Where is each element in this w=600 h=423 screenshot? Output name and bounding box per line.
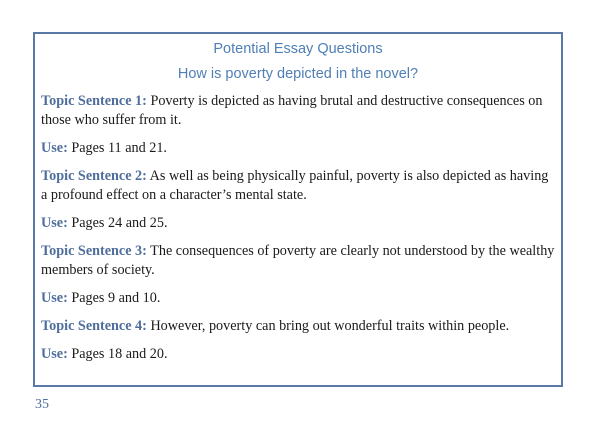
topic-sentence-text: However, poverty can bring out wonderful traits within people. bbox=[146, 318, 510, 334]
topic-sentence-text: As well as being physically painful, poverty is also depicted as having a profound effect on a character’s mental state. bbox=[41, 168, 549, 203]
topic-sentence-label: Topic Sentence 3: bbox=[41, 243, 147, 259]
topic-sentence-1 bbox=[41, 92, 557, 130]
use-pages-3 bbox=[41, 289, 557, 308]
use-pages-2 bbox=[41, 214, 557, 233]
topic-sentence-3 bbox=[41, 242, 557, 280]
topic-sentence-2 bbox=[41, 167, 557, 205]
topic-sentence-list bbox=[41, 92, 557, 364]
page-title: Potential Essay Questions bbox=[213, 41, 383, 57]
essay-questions-box bbox=[33, 32, 563, 387]
topic-sentence-text: The consequences of poverty are clearly not understood by the wealthy members of society. bbox=[41, 243, 555, 278]
essay-question: How is poverty depicted in the novel? bbox=[177, 66, 419, 82]
topic-sentence-4 bbox=[41, 317, 557, 336]
topic-sentence-label: Topic Sentence 2: bbox=[41, 168, 147, 184]
use-pages-1 bbox=[41, 139, 557, 158]
use-label: Use: bbox=[41, 215, 68, 231]
page-number: 35 bbox=[35, 397, 49, 412]
use-pages-text: Pages 24 and 25. bbox=[67, 215, 168, 231]
use-pages-text: Pages 18 and 20. bbox=[67, 346, 168, 362]
topic-sentence-text: Poverty is depicted as having brutal and destructive consequences on those who suffer from it. bbox=[41, 93, 543, 128]
topic-sentence-label: Topic Sentence 1: bbox=[41, 93, 147, 109]
use-pages-text: Pages 9 and 10. bbox=[67, 290, 161, 306]
use-pages-4 bbox=[41, 345, 557, 364]
use-label: Use: bbox=[41, 346, 68, 362]
use-pages-text: Pages 11 and 21. bbox=[67, 140, 167, 156]
topic-sentence-label: Topic Sentence 4: bbox=[41, 318, 147, 334]
use-label: Use: bbox=[41, 290, 68, 306]
use-label: Use: bbox=[41, 140, 68, 156]
